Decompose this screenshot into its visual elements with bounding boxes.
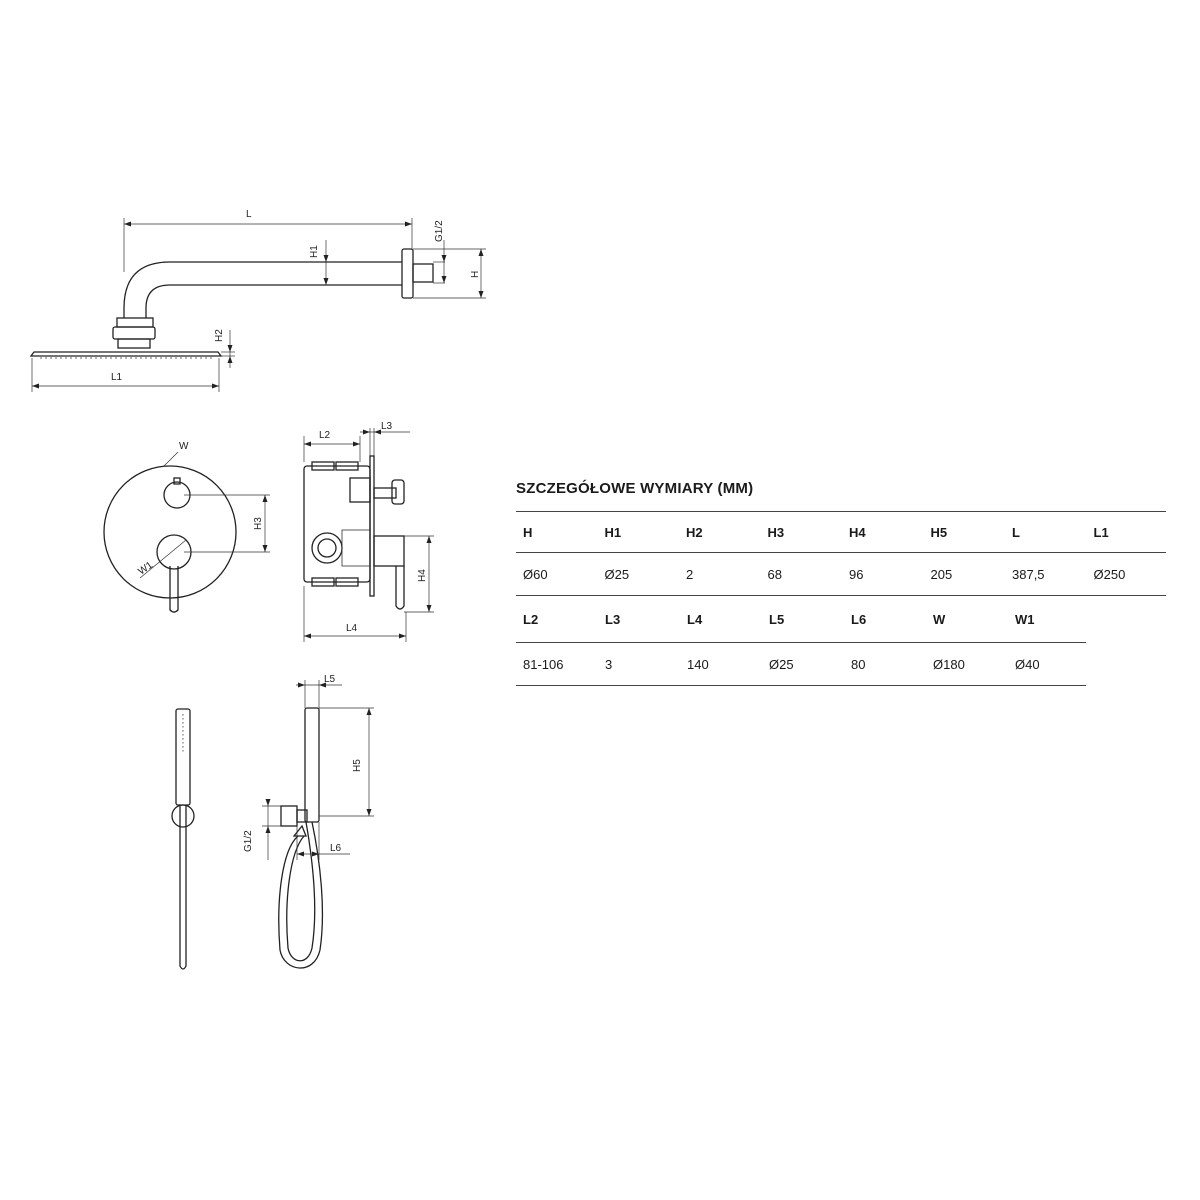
header-cell: L6 — [851, 611, 867, 627]
table-header-row — [516, 512, 1168, 552]
header-cell: L1 — [1093, 524, 1109, 540]
dim-label-H5: H5 — [352, 759, 363, 772]
header-cell: L — [1012, 524, 1020, 540]
value-cell: 96 — [849, 566, 864, 582]
table-value-row — [516, 643, 1168, 685]
header-cell: H2 — [686, 524, 703, 540]
value-cell: Ø40 — [1015, 656, 1040, 672]
header-cell: H3 — [767, 524, 785, 540]
mixer-side-view — [304, 421, 434, 642]
dim-label-W: W — [179, 441, 189, 452]
dim-label-H4: H4 — [417, 569, 428, 582]
header-cell: H1 — [604, 524, 622, 540]
dim-label-L3: L3 — [381, 421, 393, 432]
dim-label-L2: L2 — [319, 430, 331, 441]
header-cell: L4 — [687, 611, 703, 627]
value-cell: Ø180 — [933, 656, 965, 672]
table-value-row — [516, 553, 1168, 595]
hand-shower-front-view — [172, 709, 194, 969]
dim-label-L5: L5 — [324, 674, 336, 685]
header-cell: H4 — [849, 524, 866, 540]
value-cell: 80 — [851, 656, 866, 672]
header-cell: W1 — [1015, 611, 1035, 627]
dimensions-table — [516, 480, 1168, 686]
header-cell: L3 — [605, 611, 621, 627]
header-cell: L5 — [769, 611, 785, 627]
dim-label-G1-2-arm: G1/2 — [434, 220, 445, 242]
hand-shower-side-view — [243, 674, 374, 968]
dimensions-title: SZCZEGÓŁOWE WYMIARY (MM) — [516, 480, 754, 497]
table-rule — [516, 685, 1086, 686]
dim-label-G1-2-hand: G1/2 — [243, 830, 254, 852]
dim-label-L6: L6 — [330, 843, 342, 854]
value-cell: Ø25 — [769, 656, 794, 672]
value-cell: Ø25 — [604, 566, 630, 582]
value-cell: 81-106 — [523, 656, 564, 672]
value-cell: 387,5 — [1012, 566, 1045, 582]
value-cell: 2 — [686, 566, 694, 582]
dim-label-H3: H3 — [253, 517, 264, 530]
dim-label-L4: L4 — [346, 623, 358, 634]
dim-label-H2: H2 — [214, 329, 225, 342]
value-cell: Ø250 — [1093, 566, 1126, 582]
value-cell: 3 — [605, 656, 613, 672]
table-header-row — [516, 596, 1168, 642]
header-cell: L2 — [523, 611, 539, 627]
header-cell: W — [933, 611, 946, 627]
header-cell: H5 — [930, 524, 948, 540]
shower-head-arm-drawing — [31, 209, 486, 392]
mixer-front-view — [104, 441, 270, 612]
dim-label-H1: H1 — [309, 245, 320, 258]
value-cell: 68 — [767, 566, 782, 582]
dim-label-L: L — [246, 209, 252, 220]
value-cell: Ø60 — [523, 566, 548, 582]
dim-label-H: H — [470, 270, 481, 278]
header-cell: H — [523, 524, 533, 540]
value-cell: 205 — [930, 566, 953, 582]
value-cell: 140 — [687, 656, 709, 672]
dim-label-W1: W1 — [136, 559, 156, 578]
dim-label-L1: L1 — [111, 372, 123, 383]
